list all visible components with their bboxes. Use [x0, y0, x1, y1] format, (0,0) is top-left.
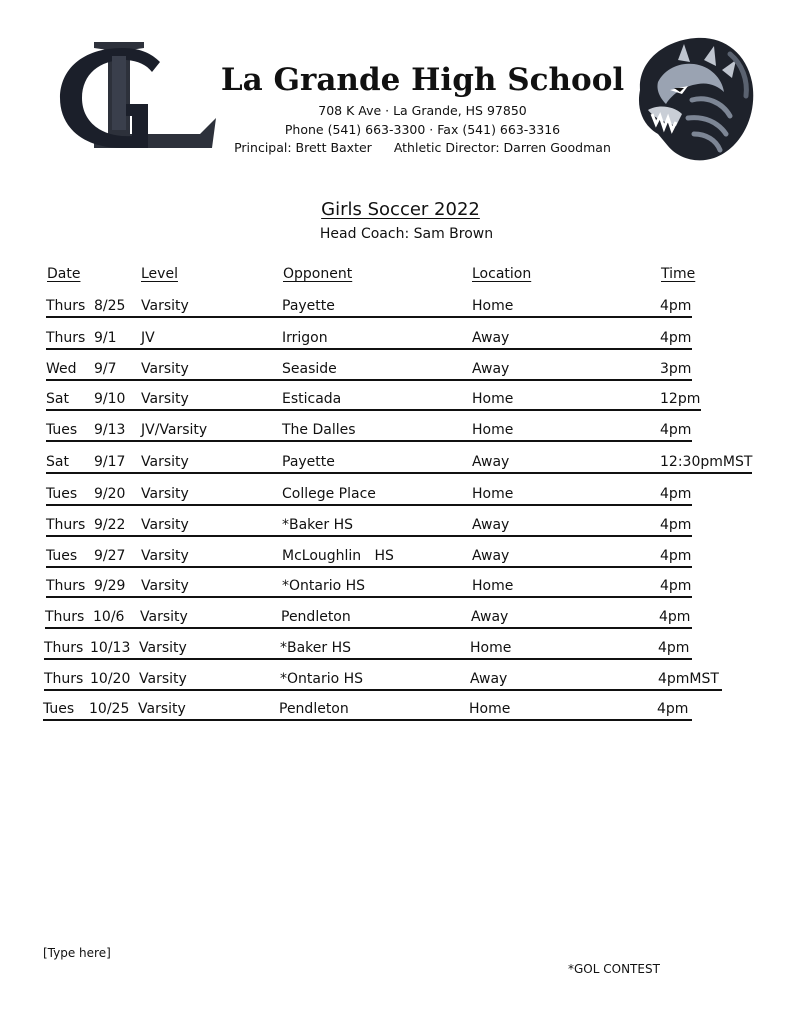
game-location: Home [472, 422, 514, 438]
game-opponent: Pendleton [279, 701, 349, 717]
game-opponent: Payette [282, 454, 335, 470]
game-level: Varsity [141, 298, 189, 314]
game-date: 10/25 [89, 701, 130, 717]
game-opponent: Pendleton [281, 609, 351, 625]
table-row [44, 671, 722, 691]
game-day: Thurs [46, 517, 86, 533]
game-day: Tues [43, 701, 75, 717]
game-date: 9/10 [94, 391, 126, 407]
game-time: 3pm [660, 361, 692, 377]
game-level: Varsity [139, 640, 187, 656]
game-time: 4pm [660, 422, 692, 438]
column-header-location: Location [472, 266, 532, 282]
game-location: Away [472, 361, 510, 377]
game-level: JV/Varsity [141, 422, 208, 438]
column-header-opponent: Opponent [283, 266, 353, 282]
game-opponent: *Baker HS [282, 517, 354, 533]
table-row [46, 548, 692, 568]
game-time: 4pm [660, 298, 692, 314]
game-date: 9/22 [94, 517, 126, 533]
game-day: Thurs [46, 298, 86, 314]
game-location: Home [472, 578, 514, 594]
game-location: Away [472, 548, 510, 564]
game-time: 4pm [659, 609, 691, 625]
game-time: 4pm [660, 486, 692, 502]
schedule-title: Girls Soccer 2022 [321, 199, 480, 220]
game-opponent: *Ontario HS [280, 671, 364, 687]
table-row [43, 701, 692, 721]
game-opponent: Irrigon [282, 330, 328, 346]
game-time: 4pm [660, 330, 692, 346]
table-row [46, 578, 692, 598]
game-location: Home [472, 391, 514, 407]
game-day: Sat [46, 454, 69, 470]
game-location: Away [470, 671, 508, 687]
gol-contest-note: *GOL CONTEST [568, 962, 660, 976]
game-location: Away [472, 454, 510, 470]
table-row [46, 422, 692, 442]
game-opponent: Payette [282, 298, 335, 314]
game-level: Varsity [141, 517, 189, 533]
table-row [44, 640, 692, 660]
game-day: Tues [46, 548, 78, 564]
athletic-director-name: Athletic Director: Darren Goodman [393, 140, 611, 155]
school-address: 708 K Ave · La Grande, HS 97850 [318, 103, 527, 118]
game-time: 4pm [660, 517, 692, 533]
game-date: 9/17 [94, 454, 126, 470]
game-location: Away [472, 517, 510, 533]
game-time: 12:30pmMST [660, 454, 753, 470]
game-level: Varsity [140, 609, 188, 625]
game-date: 9/20 [94, 486, 126, 502]
column-header-level: Level [141, 266, 178, 282]
game-time: 4pm [658, 640, 690, 656]
game-opponent: Seaside [282, 361, 337, 377]
game-day: Tues [46, 486, 78, 502]
game-date: 9/29 [94, 578, 126, 594]
game-time: 4pm [657, 701, 689, 717]
game-location: Home [469, 701, 511, 717]
game-opponent: *Ontario HS [282, 578, 366, 594]
game-date: 9/1 [94, 330, 117, 346]
table-row [46, 391, 701, 411]
game-day: Thurs [46, 578, 86, 594]
game-opponent: The Dalles [282, 422, 356, 438]
school-name: La Grande High School [220, 62, 625, 98]
game-day: Sat [46, 391, 69, 407]
game-day: Thurs [46, 330, 86, 346]
game-level: Varsity [141, 548, 189, 564]
table-row [46, 298, 692, 318]
game-date: 9/27 [94, 548, 126, 564]
game-location: Home [470, 640, 512, 656]
game-location: Away [472, 330, 510, 346]
game-day: Thurs [45, 609, 85, 625]
game-time: 4pmMST [658, 671, 719, 687]
game-date: 9/13 [94, 422, 126, 438]
table-row [45, 609, 692, 629]
table-row [46, 330, 692, 350]
game-day: Thurs [44, 640, 84, 656]
game-day: Wed [46, 361, 77, 377]
school-phone: Phone (541) 663-3300 · Fax (541) 663-3316 [284, 122, 561, 137]
game-time: 4pm [660, 578, 692, 594]
game-opponent: *Baker HS [280, 640, 352, 656]
game-level: JV [141, 330, 155, 346]
table-row [46, 517, 692, 537]
table-row [46, 361, 692, 381]
game-date: 10/20 [90, 671, 131, 687]
game-level: Varsity [138, 701, 186, 717]
type-here-placeholder: [Type here] [43, 946, 111, 960]
table-row [46, 454, 752, 474]
game-date: 8/25 [94, 298, 126, 314]
column-header-date: Date [47, 266, 81, 282]
game-time: 4pm [660, 548, 692, 564]
game-level: Varsity [141, 361, 189, 377]
game-opponent: McLoughlin HS [282, 548, 394, 564]
column-header-time: Time [661, 266, 696, 282]
game-day: Tues [46, 422, 78, 438]
game-location: Away [471, 609, 509, 625]
game-opponent: College Place [282, 486, 376, 502]
game-date: 10/6 [93, 609, 125, 625]
game-date: 9/7 [94, 361, 117, 377]
head-coach: Head Coach: Sam Brown [319, 226, 494, 242]
tiger-head-icon [618, 30, 758, 165]
game-level: Varsity [139, 671, 187, 687]
game-opponent: Esticada [282, 391, 342, 407]
table-row [46, 486, 692, 506]
game-time: 12pm [660, 391, 701, 407]
game-day: Thurs [44, 671, 84, 687]
game-location: Home [472, 298, 514, 314]
principal-name: Principal: Brett Baxter [234, 140, 372, 155]
game-level: Varsity [141, 486, 189, 502]
game-location: Home [472, 486, 514, 502]
game-level: Varsity [141, 391, 189, 407]
game-date: 10/13 [90, 640, 131, 656]
game-level: Varsity [141, 454, 189, 470]
game-level: Varsity [141, 578, 189, 594]
